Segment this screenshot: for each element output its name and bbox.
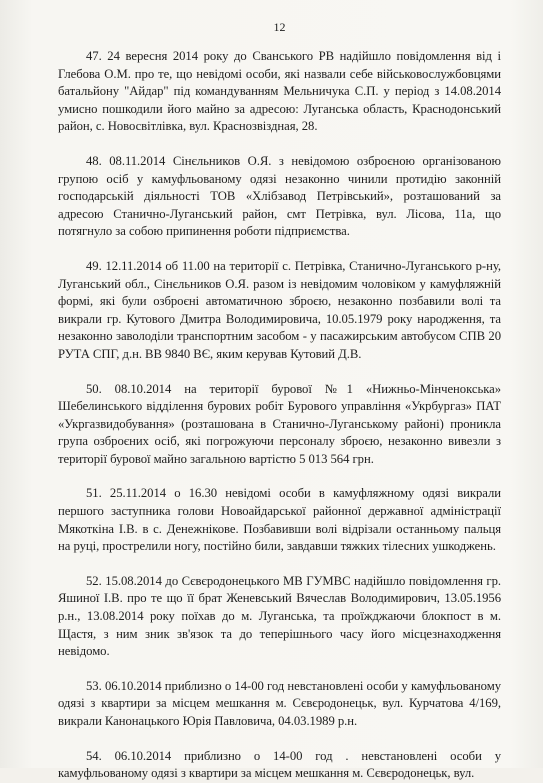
paragraph-48: 48. 08.11.2014 Сінєльников О.Я. з невідомою озброєною організованою групою осіб у камуфльованому одязі незаконно чинили протидію законній господарській діяльності ТОВ «Хлібзавод Петрівський», розташований за адресою Станично-Луганський район, смт Петрівка, вул. Лісова, 11а, що потягнуло за собою припинення роботи підприємства. [58, 153, 501, 239]
paragraph-51: 51. 25.11.2014 о 16.30 невідомі особи в камуфляжному одязі викрали першого заступника голови Новоайдарської районної державної адміністрації Мякоткіна І.В. в с. Денежнікове. Позбавивши волі відрізали останньому пальця на руці, прострелили ногу, постійно били, завдавши тяжких тілесних ушкоджень. [58, 486, 501, 554]
paragraph-47: 47. 24 вересня 2014 року до Сванського РВ надійшло повідомлення від і Глебова О.М. про те, що невідомі особи, які назвали себе військовослужбовцями батальйону "Айдар" під командуванням Мельничука С.П. у період з 14.08.2014 умисно пошкодили його майно за адресою: Луганська область, Краснодонський район, с. Новосвітлівка, вул. Краснозвіздная, 28. [58, 49, 501, 134]
page-number: 12 [273, 20, 286, 34]
paragraph-50: 50. 08.10.2014 на території бурової №1 «Нижньо-Мінченокська» Шебелинського відділення бурових робіт Бурового управління «Укрбургаз» ПАТ «Укргазвидобування» (розташована в Станично-Луганському районі) проникла група озброєних осіб, які погрожуючи персоналу зброєю, незаконно вивезли з території бурової майно загальною вартістю 5 013 564 грн. [58, 381, 501, 466]
paragraph-54: 54. 06.10.2014 приблизно о 14-00 год . невстановлені особи у камуфльованому одязі з квартири за місцем мешкання м. Сєвєродонецьк, вул. [58, 748, 501, 781]
paragraph-52: 52. 15.08.2014 до Сєвєродонецького МВ ГУМВС надійшло повідомлення гр. Яшиної І.В. про те що її брат Женевський Вячеслав Володимирович, 13.05.1956 р.н., 13.08.2014 року поїхав до м. Луганська, та проїжджаючи блокпост в м. Щастя, з ним зник зв'язок та до теперішнього часу його місцезнаходження невідомо. [58, 573, 501, 659]
paragraph-53: 53. 06.10.2014 приблизно о 14-00 год невстановлені особи у камуфльованому одязі з квартири за місцем мешкання м. Сєвєродонецьк, вул. Курчатова 4/169, викрали Канонацького Юрія Павловича, 04.03.1989 р.н. [58, 678, 501, 728]
paragraph-49: 49. 12.11.2014 об 11.00 на території с. Петрівка, Станично-Луганського р-ну, Луганський обл., Сінєльников О.Я. разом із невідомим чоловіком у камуфляжній формі, які були озброєні автоматичною зброєю, незаконно позбавили волі та викрали гр. Кутового Дмитра Володимировича, 10.05.1979 року народження, та незаконно заволоділи транспортним засобом - у пасажирським автобусом СПВ 20 РУТА СПГ, д.н. ВВ 9840 ВЄ, яким керував Кутовий Д.В. [58, 258, 501, 361]
